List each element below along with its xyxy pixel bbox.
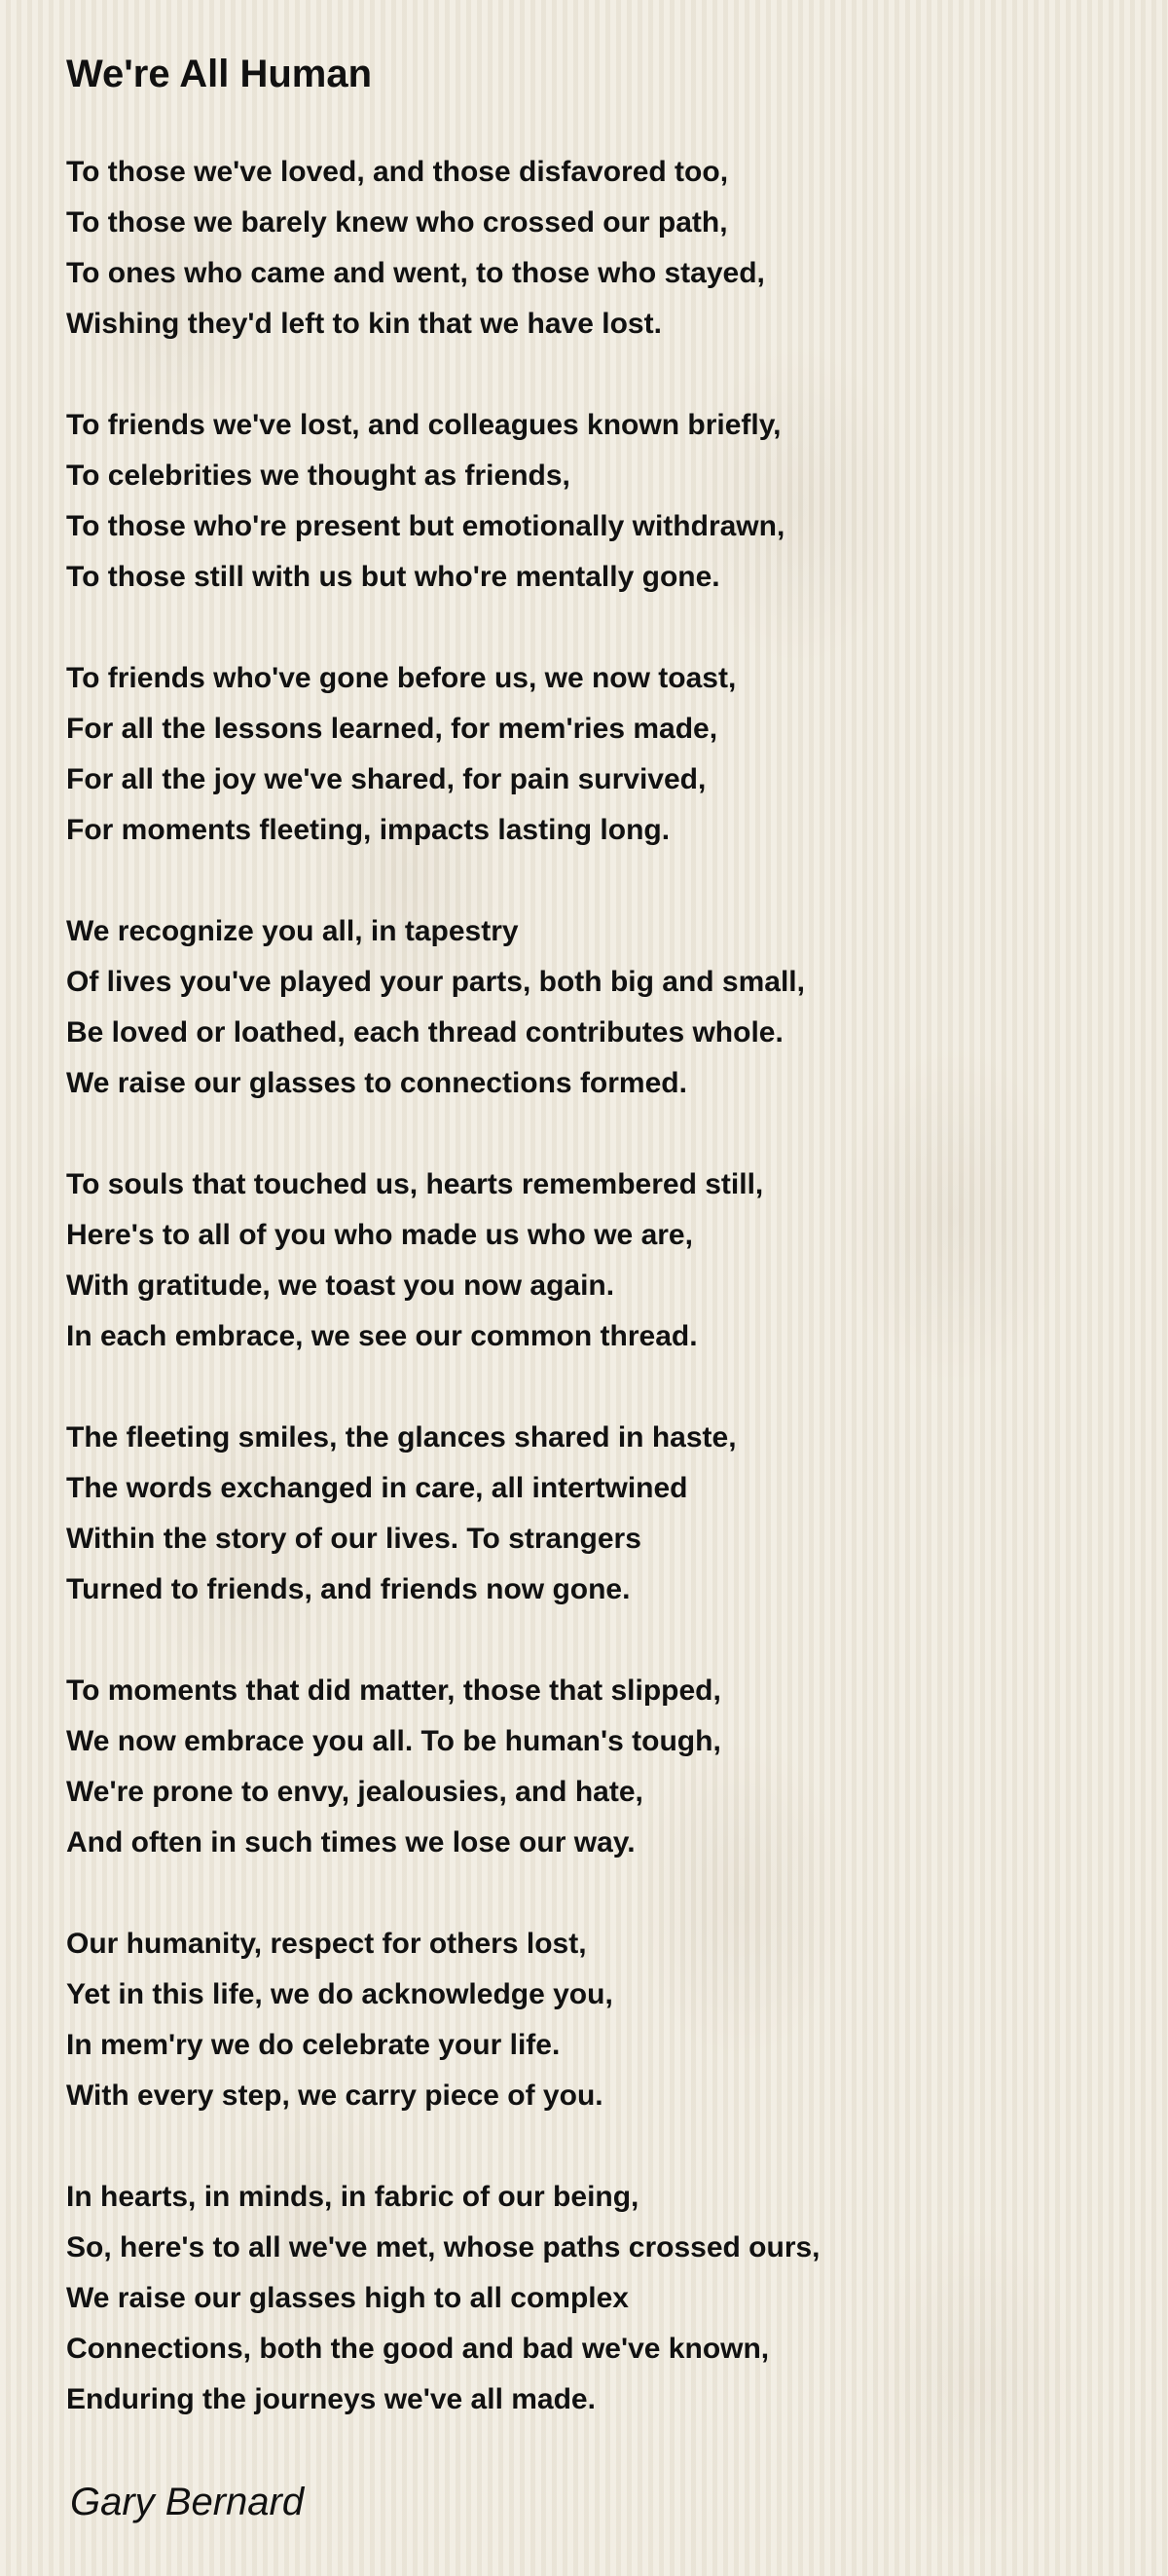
poem-line: Within the story of our lives. To strangers [66,1523,641,1555]
poem-line: We recognize you all, in tapestry [66,915,519,947]
stanza-2 [66,400,1117,603]
poem-line: Wishing they'd left to kin that we have lost. [66,308,662,340]
poem-author: Gary Bernard [70,2481,305,2523]
poem-line: The words exchanged in care, all intertwined [66,1472,688,1504]
stanza-1 [66,147,1117,350]
poem-line: To moments that did matter, those that slipped, [66,1674,721,1707]
poem-line: For all the lessons learned, for mem'ries made, [66,713,718,745]
stanza-3 [66,653,1117,856]
poem-line: Connections, both the good and bad we've known, [66,2333,770,2365]
poem-line: Yet in this life, we do acknowledge you, [66,1978,613,2010]
poem-line: In each embrace, we see our common thread. [66,1320,698,1352]
stanza-6 [66,1413,1117,1615]
stanza-4 [66,906,1117,1109]
poem-line: For all the joy we've shared, for pain survived, [66,763,707,795]
poem-line: Here's to all of you who made us who we are, [66,1219,693,1251]
poem-line: To friends who've gone before us, we now toast, [66,662,737,694]
poem-line: We now embrace you all. To be human's tough, [66,1725,721,1757]
poem-line: With every step, we carry piece of you. [66,2079,603,2112]
poem-line: We're prone to envy, jealousies, and hate, [66,1776,643,1808]
poem-line: Be loved or loathed, each thread contributes whole. [66,1016,784,1049]
poem-line: To those we've loved, and those disfavored too, [66,156,729,188]
poem-line: To those still with us but who're mentally gone. [66,561,720,593]
stanza-8 [66,1919,1117,2121]
poem-line: To those we barely knew who crossed our path, [66,206,728,239]
poem-line: Our humanity, respect for others lost, [66,1928,587,1960]
poem-line: To ones who came and went, to those who stayed, [66,257,765,289]
stanza-7 [66,1666,1117,1868]
poem-body [66,147,1117,2476]
stanza-5 [66,1159,1117,1362]
poem-line: To those who're present but emotionally withdrawn, [66,510,785,542]
poem-line: We raise our glasses to connections formed. [66,1067,687,1099]
poem-line: To friends we've lost, and colleagues known briefly, [66,409,782,441]
poem-line: In mem'ry we do celebrate your life. [66,2029,561,2061]
poem-line: To celebrities we thought as friends, [66,460,570,492]
poem-line: Of lives you've played your parts, both big and small, [66,966,805,998]
poem-line: Enduring the journeys we've all made. [66,2383,596,2415]
poem-line: We raise our glasses high to all complex [66,2282,629,2314]
poem-line: Turned to friends, and friends now gone. [66,1573,631,1605]
poem-title: We're All Human [66,53,373,95]
stanza-9 [66,2172,1117,2425]
poem-line: The fleeting smiles, the glances shared in haste, [66,1421,737,1454]
poem-line: To souls that touched us, hearts remembered still, [66,1168,764,1200]
poem-line: With gratitude, we toast you now again. [66,1270,615,1302]
poem-line: In hearts, in minds, in fabric of our being, [66,2181,639,2213]
poem-line: For moments fleeting, impacts lasting long. [66,814,671,846]
poem-line: So, here's to all we've met, whose paths crossed ours, [66,2231,821,2263]
poem-line: And often in such times we lose our way. [66,1826,636,1858]
